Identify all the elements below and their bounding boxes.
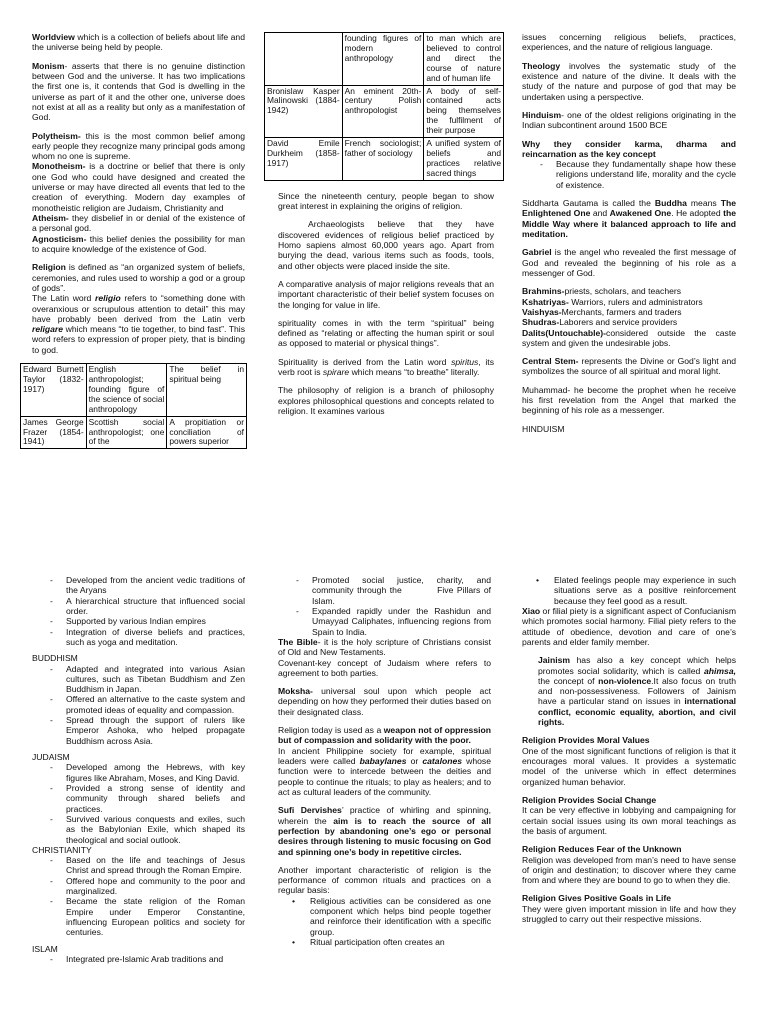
- top-column-1: [23, 32, 246, 512]
- hinduism-paragraph: Hinduism- one of the oldest religions originating in the Indian subcontinent around 1500 BCE: [522, 109, 736, 131]
- list-item: - Offered an alternative to the caste system and promoted ideas of equality and compassion.: [32, 694, 245, 715]
- polytheism-paragraph: Polytheism- this is the most common belief among early people they recognize many principal gods among whom no one is supreme.: [32, 130, 245, 162]
- list-item: - Spread through the support of rulers like Emperor Ashoka, who helped propagate Buddhism across Asia.: [32, 715, 245, 746]
- definitions-table-right: [264, 32, 504, 181]
- list-item: • Religious activities can be considered as one component which helps bind people together and reinforce their identification with a specific group.: [278, 896, 491, 937]
- caste-item: Shudras-Laborers and service providers: [522, 317, 678, 328]
- list-item: - Became the state religion of the Roman Empire under Emperor Constantine, influencing European politics and society for centuries.: [32, 896, 245, 937]
- caste-item: Brahmins-priests, scholars, and teachers: [522, 286, 682, 297]
- buddhism-list: [32, 664, 245, 747]
- judaism-heading: JUDAISM: [32, 752, 70, 762]
- list-item: - Integration of diverse beliefs and practices, such as yoga and meditation.: [32, 627, 245, 648]
- table-cell: David Emile Durkheim (1858- 1917): [265, 138, 343, 181]
- top-column-2: [264, 32, 504, 512]
- definitions-table-left: [20, 363, 247, 449]
- table-cell: An eminent 20th-century Polish anthropologist: [342, 85, 424, 138]
- sufi-paragraph: Sufi Dervishes’ practice of whirling and spinning, wherein the aim is to reach the source of all perfection by abandoning one’s ego or personal desires through listening to music focusing on God and spinning one’s body in repetitive circles.: [278, 805, 491, 857]
- top-column-2-text: [264, 181, 504, 417]
- section-text: They were given important mission in life and how they struggled to carry out their respective missions.: [522, 903, 736, 925]
- function-section: [522, 795, 736, 836]
- religion-definition: Religion is defined as “an organized system of beliefs, ceremonies, and rules used to worship a god or a group of gods”.: [32, 262, 245, 293]
- islam-list: [32, 954, 245, 964]
- section-heading: Religion Provides Social Change: [522, 794, 657, 805]
- rituals-list: [278, 896, 491, 948]
- list-item: - Promoted social justice, charity, and community through the Five Pillars of Islam.: [278, 575, 491, 606]
- table-cell: James George Frazer (1854-1941): [21, 416, 87, 449]
- table-row: [21, 364, 247, 417]
- bottom-column-1: [32, 575, 245, 1024]
- list-item: - Expanded rapidly under the Rashidun and Umayyad Caliphates, influencing regions from Spain to India.: [278, 606, 491, 637]
- table-row: [265, 138, 504, 181]
- judaism-list: [32, 762, 245, 845]
- moksha-paragraph: Moksha- universal soul upon which people act depending on how they performed their duties based on their designated class.: [278, 686, 491, 717]
- list-item: - Developed from the ancient vedic traditions of the Aryans: [32, 575, 245, 596]
- nineteenth-century-paragraph: Since the nineteenth century, people began to show great interest in explaining the origins of religion.: [278, 190, 494, 211]
- spirituality-paragraph: spirituality comes in with the term “spiritual” being defined as “relating or affecting the human spirit or soul as opposed to material or physical things”.: [278, 317, 494, 349]
- list-item: • Ritual participation often creates an: [278, 937, 491, 947]
- islam-heading: ISLAM: [32, 943, 58, 954]
- bottom-column-3: [522, 575, 736, 1024]
- christianity-list: [32, 855, 245, 938]
- section-text: Religion was developed from man’s need to have sense of origin and destination; to discover where they came from and where they are bound to go to when they die.: [522, 854, 736, 886]
- hinduism-list: [32, 575, 245, 647]
- islam-list-continued: [278, 575, 494, 637]
- list-item: - Based on the life and teachings of Jesus Christ and spread through the Roman Empire.: [32, 855, 245, 876]
- atheism-paragraph: Atheism- they disbelief in or denial of the existence of a personal god.: [32, 213, 245, 234]
- function-section: [522, 844, 736, 885]
- caste-item: Dalits(Untouchable)-considered outside the caste system and given the undesirable jobs.: [522, 327, 736, 348]
- muhammad-paragraph: Muhammad- he become the prophet when he receive his first revelation from the Angel that marked the beginning of his role as a messenger.: [522, 384, 736, 416]
- xiao-paragraph: Xiao or filial piety is a significant aspect of Confucianism which promotes social harmony. Filial piety refers to the attitude of obedience, devotion and care of one’s parents and elder family member.: [522, 605, 736, 647]
- caste-list: [522, 286, 736, 348]
- table-cell: English anthropologist; founding figure of the science of social anthropology: [86, 364, 167, 417]
- agnosticism-paragraph: Agnosticism- this belief denies the possibility for man to acquire knowledge of the existence of God.: [32, 233, 245, 254]
- list-item: - Offered hope and community to the poor and marginalized.: [32, 876, 245, 897]
- caste-item: Kshatriyas- Warriors, rulers and administrators: [522, 296, 703, 307]
- rituals-paragraph: Another important characteristic of religion is the performance of common rituals and practices on a regular basis:: [278, 864, 491, 896]
- list-item: - Adapted and integrated into various Asian cultures, such as Tibetan Buddhism and Zen Buddhism in Japan.: [32, 664, 245, 695]
- bible-paragraph: The Bible- it is the holy scripture of Christians consist of Old and New Testaments.: [278, 636, 491, 658]
- why-list: [522, 159, 736, 190]
- theology-paragraph: Theology involves the systematic study of the existence and nature of the divine. It deals with the study of the nature and purpose of god that may be undertaken using a perspective.: [522, 60, 736, 102]
- latin-origin-paragraph: The Latin word religio refers to “something done with overanxious or scrupulous attention to detail” this may have probably been derived from the Latin verb religare which means “to tie together, to bind fast”. This word refers to expression of proper piety, that is binding to god.: [32, 293, 246, 355]
- hinduism-heading: HINDUISM: [522, 423, 565, 434]
- archaeologists-paragraph: Archaeologists believe that they have discovered evidences of religious belief practiced by Homo sapiens almost 60,000 years ago. Apart from burying the dead, various items such as foods, tools, and other objects were placed inside the site.: [278, 219, 494, 271]
- table-row: [265, 85, 504, 138]
- gabriel-paragraph: Gabriel is the angel who revealed the first message of God and revealed the beginning of his role as a messenger of God.: [522, 247, 736, 278]
- comparative-analysis-paragraph: A comparative analysis of major religions reveals that an important characteristic of their belief system focuses on the longing for value in life.: [278, 278, 494, 310]
- table-cell: A body of self-contained acts being themselves the fulfilment of their purpose: [424, 85, 504, 138]
- table-cell: to man which are believed to control and direct the course of nature and of human life: [424, 33, 504, 86]
- jainism-paragraph: Jainism has also a key concept which helps promotes social solidarity, which is called ahimsa, the concept of non-violence.It also focus on truth and non-possessiveness. Followers of Jainism have a particular stand on issues in international conflict, economic equality, abortion, and civil rights.: [538, 655, 736, 728]
- spiritus-paragraph: Spirituality is derived from the Latin word spiritus, its verb root is spirare which means “to breathe” literally.: [278, 356, 494, 378]
- table-row: [265, 33, 504, 86]
- christianity-heading: CHRISTIANITY: [32, 844, 92, 855]
- list-item: - Survived various conquests and exiles, such as the Babylonian Exile, which shaped its theological and social outlook.: [32, 814, 245, 845]
- table-row: [21, 416, 247, 449]
- list-item: • Elated feelings people may experience in such situations serve as a positive reinforcement because they feel good as a result.: [522, 575, 736, 606]
- monotheism-paragraph: Monotheism- is a doctrine or belief that there is only one God who could have designed and created the universe or may have directed all events that led to the creation of everything. Modern day examples of monotheistic religion are Judaism, Christianity and: [32, 161, 245, 213]
- central-stem-paragraph: Central Stem- represents the Divine or God’s light and symbolizes the source of all spiritual and moral light.: [522, 356, 737, 377]
- top-column-3: [522, 32, 736, 512]
- function-section: [522, 735, 736, 787]
- table-cell: Scottish social anthropologist; one of the: [86, 416, 167, 449]
- bottom-column-2: [278, 575, 494, 1024]
- philippine-paragraph: In ancient Philippine society for example, spiritual leaders were called babaylanes or catalones whose function were to intercede between the deities and people to continue the rituals; to play as healers; and to act as cultural leaders of the community.: [278, 745, 491, 797]
- list-item: - A hierarchical structure that influenced social order.: [32, 596, 245, 617]
- monism-paragraph: Monism- asserts that there is no genuine distinction between God and the universe. It has two implications the first one is, it contends that God is dwelling in the universe as part of it and the other one, universe does not exist at all as a reality but only as a manifestation of God.: [32, 60, 245, 123]
- table-cell: The belief in spiritual being: [167, 364, 247, 417]
- table-cell: Bronislaw Kasper Malinowski (1884-1942): [265, 85, 343, 138]
- covenant-paragraph: Covenant-key concept of Judaism where refers to agreement to both parties.: [278, 657, 491, 678]
- table-cell: founding figures of modern anthropology: [342, 33, 424, 86]
- list-item: - Integrated pre-Islamic Arab traditions and: [32, 954, 245, 964]
- section-heading: Religion Gives Positive Goals in Life: [522, 893, 671, 904]
- table-cell: French sociologist; father of sociology: [342, 138, 424, 181]
- list-item: - Provided a strong sense of identity and community through shared beliefs and practices.: [32, 783, 245, 814]
- why-heading: Why they consider karma, dharma and reincarnation as the key concept: [522, 138, 736, 159]
- list-item: - Supported by various Indian empires: [32, 616, 245, 626]
- section-text: It can be very effective in lobbying and campaigning for certain social issues using its own moral teachings as the basis of argument.: [522, 805, 736, 836]
- list-item: - Developed among the Hebrews, with key figures like Abraham, Moses, and King David.: [32, 762, 245, 783]
- list-item: - Because they fundamentally shape how these religions understand life, morality and the cycle of existence.: [522, 159, 736, 190]
- table-cell: A propitiation or conciliation of powers superior: [167, 416, 247, 449]
- table-cell: Edward Burnett Taylor (1832-1917): [21, 364, 87, 417]
- section-heading: Religion Reduces Fear of the Unknown: [522, 844, 682, 855]
- worldview-paragraph: Worldview which is a collection of beliefs about life and the universe being held by people.: [32, 32, 245, 53]
- philosophy-paragraph: The philosophy of religion is a branch of philosophy explores philosophical questions and concepts related to religion. It examines various: [278, 385, 494, 416]
- elated-list: [522, 575, 736, 606]
- buddhism-heading: BUDDHISM: [32, 653, 78, 664]
- religion-today-paragraph: Religion today is used as a weapon not of oppression but of compassion and solidarity with the poor.: [278, 725, 491, 746]
- caste-item: Vaishyas-Merchants, farmers and traders: [522, 306, 682, 317]
- siddharta-paragraph: Siddharta Gautama is called the Buddha means The Enlightened One and Awakened One. He adopted the Middle Way where it balanced approach to life and meditation.: [522, 198, 736, 239]
- table-cell: [265, 33, 343, 86]
- section-heading: Religion Provides Moral Values: [522, 735, 650, 746]
- function-section: [522, 893, 736, 924]
- section-text: One of the most significant functions of religion is that it encourages moral values. It provides a systematic model of the universe which in effect determines organized human behavior.: [522, 745, 736, 787]
- issues-paragraph: issues concerning religious beliefs, practices, experiences, and the nature of religious language.: [522, 32, 736, 53]
- table-cell: A unified system of beliefs and practices relative sacred things: [424, 138, 504, 181]
